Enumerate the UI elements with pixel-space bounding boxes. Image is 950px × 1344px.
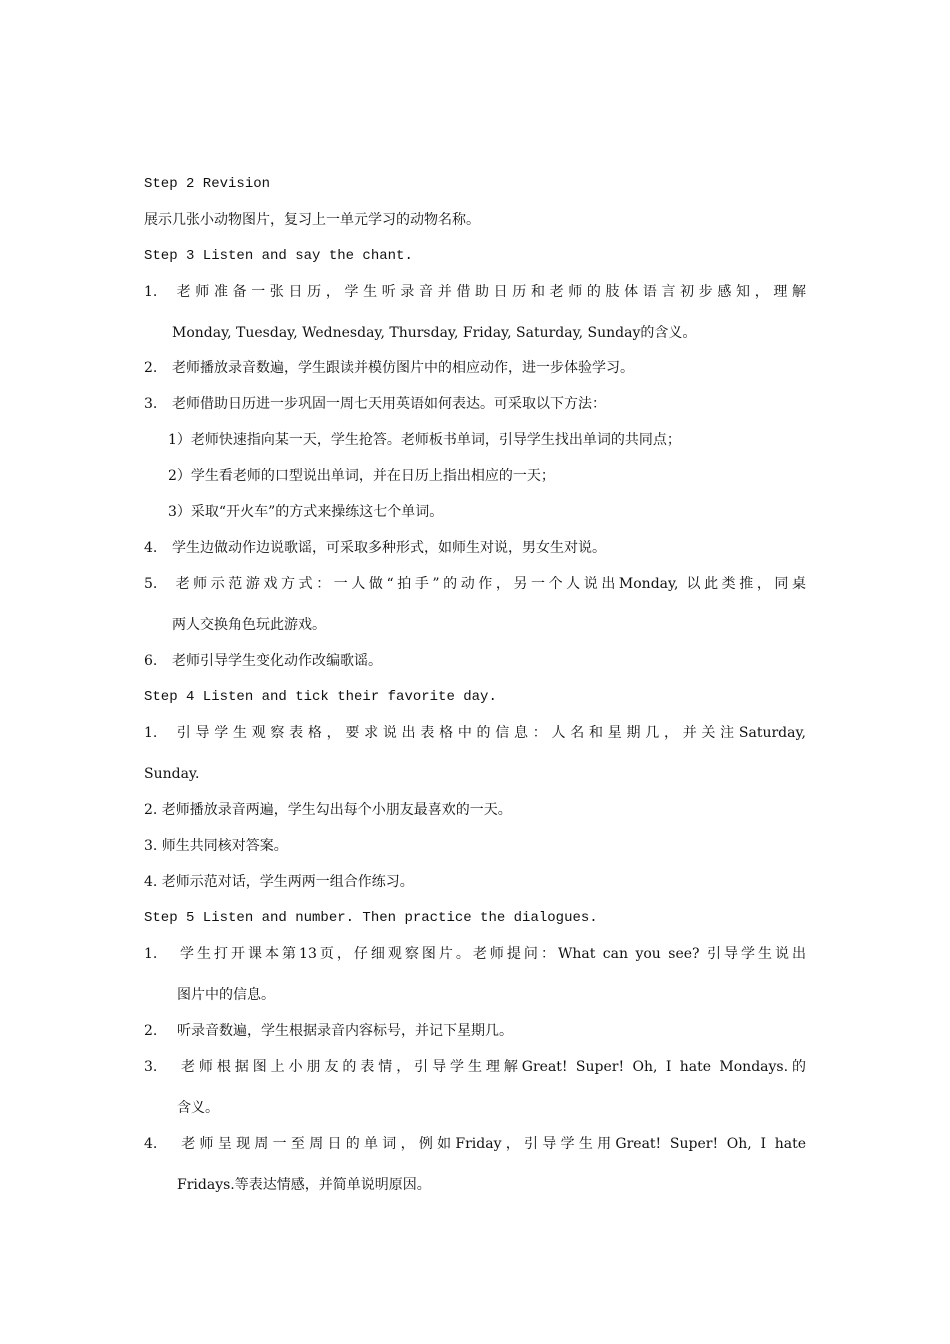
list-item	[144, 394, 606, 414]
list-item-text: 老师示范游戏方式：一人做“拍手”的动作，另一个人说出Monday, 以此类推，同桌	[172, 576, 806, 592]
list-item-text: 老师根据图上小朋友的表情，引导学生理解Great! Super! Oh, I hate Mondays.的	[177, 1059, 806, 1075]
list-item	[144, 1021, 513, 1041]
sub-list-item: 1）老师快速指向某一天，学生抢答。老师板书单词，引导学生找出单词的共同点；	[168, 432, 681, 448]
list-item-text: 学生打开课本第13页，仔细观察图片。老师提问：What can you see? 引导学生说出	[177, 946, 806, 962]
list-item-text: 老师播放录音数遍，学生跟读并模仿图片中的相应动作，进一步体验学习。	[172, 360, 634, 376]
list-item: 3. 师生共同核对答案。	[144, 838, 288, 854]
list-item	[144, 358, 634, 378]
list-item-continuation: 含义。	[177, 1100, 219, 1116]
list-item	[144, 574, 806, 594]
list-item: 4. 老师示范对话，学生两两一组合作练习。	[144, 874, 414, 890]
list-item	[144, 538, 606, 558]
list-item-text: 学生边做动作边说歌谣，可采取多种形式，如师生对说，男女生对说。	[172, 540, 606, 556]
list-item	[144, 944, 806, 964]
list-number: 5.	[144, 576, 158, 592]
list-number: 3.	[144, 1059, 158, 1075]
list-number: 3.	[144, 396, 158, 412]
list-item-continuation: Fridays.等表达情感，并简单说明原因。	[177, 1177, 431, 1193]
list-item	[144, 1057, 806, 1077]
list-item-continuation: Sunday.	[144, 766, 200, 782]
step-2-heading: Step 2 Revision	[144, 176, 271, 192]
list-item	[144, 1134, 806, 1154]
list-number: 2.	[144, 1023, 158, 1039]
list-item-continuation: 图片中的信息。	[177, 987, 275, 1003]
step-3-heading: Step 3 Listen and say the chant.	[144, 248, 413, 264]
list-item-text: 引导学生观察表格，要求说出表格中的信息：人名和星期几，并关注Saturday,	[172, 725, 806, 741]
step-5-heading: Step 5 Listen and number. Then practice the dialogues.	[144, 910, 598, 926]
list-item-text: 老师引导学生变化动作改编歌谣。	[172, 653, 382, 669]
list-number: 6.	[144, 653, 158, 669]
list-item-text: 听录音数遍，学生根据录音内容标号，并记下星期几。	[177, 1023, 513, 1039]
sub-list-item: 3）采取“开火车”的方式来操练这七个单词。	[168, 504, 444, 520]
list-item-text: 老师呈现周一至周日的单词，例如Friday，引导学生用Great! Super! Oh, I hate	[177, 1136, 806, 1152]
list-number: 2.	[144, 360, 158, 376]
list-item	[144, 723, 806, 743]
list-item-continuation: 两人交换角色玩此游戏。	[172, 617, 326, 633]
list-item	[144, 282, 806, 302]
list-number: 4.	[144, 1136, 158, 1152]
list-number: 1.	[144, 725, 158, 741]
list-item: 2. 老师播放录音两遍，学生勾出每个小朋友最喜欢的一天。	[144, 802, 512, 818]
list-item-continuation: Monday, Tuesday, Wednesday, Thursday, Friday, Saturday, Sunday的含义。	[172, 325, 697, 341]
list-number: 4.	[144, 540, 158, 556]
list-item	[144, 651, 382, 671]
paragraph: 展示几张小动物图片，复习上一单元学习的动物名称。	[144, 212, 480, 228]
list-number: 1.	[144, 284, 158, 300]
list-item-text: 老师借助日历进一步巩固一周七天用英语如何表达。可采取以下方法：	[172, 396, 606, 412]
sub-list-item: 2）学生看老师的口型说出单词，并在日历上指出相应的一天；	[168, 468, 555, 484]
list-number: 1.	[144, 946, 158, 962]
list-item-text: 老师准备一张日历，学生听录音并借助日历和老师的肢体语言初步感知，理解	[172, 284, 806, 300]
step-4-heading: Step 4 Listen and tick their favorite day.	[144, 689, 497, 705]
